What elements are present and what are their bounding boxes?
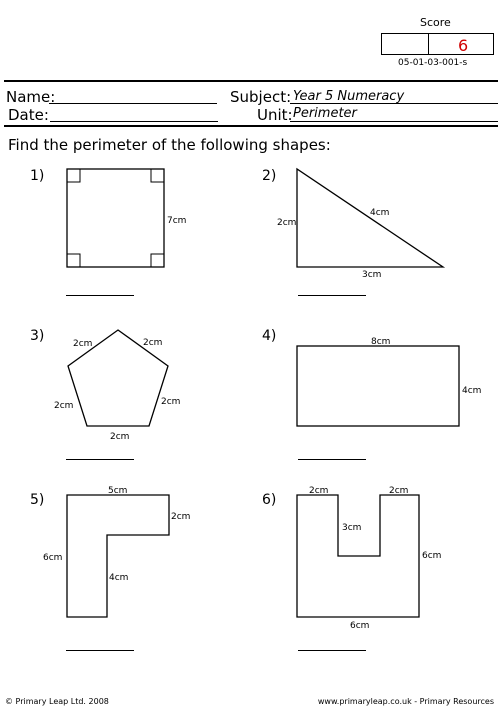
question-number: 5)	[30, 492, 45, 508]
dimension-label: 2cm	[171, 512, 191, 522]
dimension-label: 2cm	[110, 432, 130, 442]
dimension-label: 2cm	[54, 401, 74, 411]
question-number: 6)	[262, 492, 277, 508]
score-label: Score	[420, 16, 451, 29]
dimension-label: 4cm	[370, 208, 390, 218]
dimension-label: 2cm	[73, 339, 93, 349]
dimension-label: 2cm	[389, 486, 409, 496]
dimension-label: 2cm	[277, 218, 297, 228]
dimension-label: 4cm	[462, 386, 482, 396]
subject-label: Subject:	[230, 88, 292, 106]
date-label: Date:	[8, 106, 49, 124]
dimension-label: 5cm	[108, 486, 128, 496]
triangle-shape	[297, 169, 443, 267]
dimension-label: 6cm	[422, 551, 442, 561]
dimension-label: 6cm	[43, 553, 63, 563]
name-label: Name:	[6, 88, 56, 106]
question-number: 1)	[30, 168, 45, 184]
dimension-label: 3cm	[342, 523, 362, 533]
answer-line[interactable]	[298, 295, 366, 296]
dimension-label: 6cm	[350, 621, 370, 631]
footer-copyright: © Primary Leap Ltd. 2008	[5, 697, 109, 706]
answer-line[interactable]	[66, 295, 134, 296]
answer-line[interactable]	[66, 650, 134, 651]
question-number: 3)	[30, 328, 45, 344]
score-value: 6	[458, 36, 469, 55]
rectangle-shape	[297, 346, 459, 426]
right-angle-marks	[67, 169, 164, 267]
answer-line[interactable]	[66, 459, 134, 460]
dimension-label: 8cm	[371, 337, 391, 347]
question-number: 2)	[262, 168, 277, 184]
unit-label: Unit:	[257, 106, 293, 124]
question-number: 4)	[262, 328, 277, 344]
dimension-label: 3cm	[362, 270, 382, 280]
square-shape	[67, 169, 164, 267]
dimension-label: 2cm	[309, 486, 329, 496]
dimension-label: 4cm	[109, 573, 129, 583]
answer-line[interactable]	[298, 650, 366, 651]
unit-value: Perimeter	[293, 106, 357, 121]
dimension-label: 2cm	[143, 338, 163, 348]
u-shape	[297, 495, 419, 617]
footer-website: www.primaryleap.co.uk - Primary Resources	[317, 697, 494, 706]
dimension-label: 7cm	[167, 216, 187, 226]
l-shape	[67, 495, 169, 617]
dimension-label: 2cm	[161, 397, 181, 407]
answer-line[interactable]	[298, 459, 366, 460]
instruction: Find the perimeter of the following shapes:	[8, 136, 331, 154]
subject-value: Year 5 Numeracy	[293, 89, 405, 104]
worksheet-code: 05-01-03-001-s	[398, 58, 468, 68]
